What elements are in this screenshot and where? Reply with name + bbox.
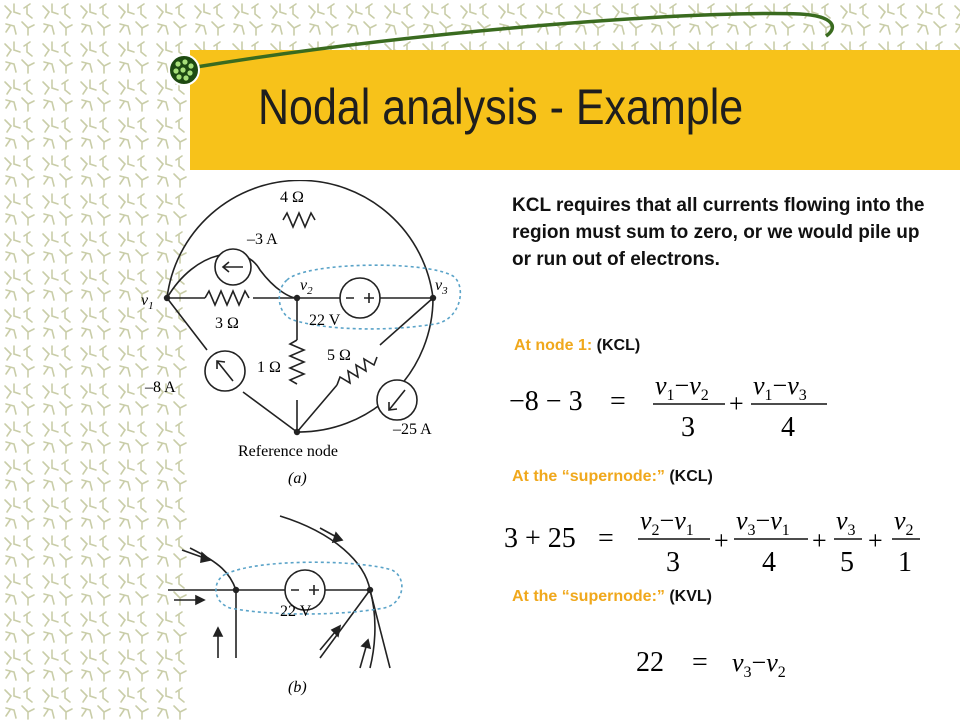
label-v1: $v_1$ (141, 292, 154, 312)
label-src-left: –8 A (145, 379, 176, 396)
eq3-rhs: $v_3-v_2$ (732, 648, 786, 681)
eq1-den2: 4 (781, 412, 795, 443)
label-reference-node: Reference node (238, 443, 338, 460)
eq1-equals: = (610, 386, 626, 417)
current-source-3A (215, 249, 251, 285)
caption-b: (b) (288, 679, 307, 696)
equation-node1 (505, 360, 845, 450)
label-r-mid: 3 Ω (215, 315, 239, 332)
eq2-plus-3: + (868, 526, 883, 555)
eq2-lhs: 3 + 25 (504, 523, 576, 554)
resistor-4ohm (283, 213, 315, 227)
wire-upper-left (190, 548, 236, 590)
voltage-source-22V (340, 278, 380, 318)
slide-title: Nodal analysis - Example (258, 79, 744, 135)
current-source-8A (205, 351, 245, 391)
label-v2: $v_2$ (300, 277, 313, 297)
eq1-plus: + (729, 389, 744, 418)
eq1-num1: $v_1-v_2$ (655, 371, 709, 404)
eq2-num2: $v_3-v_1$ (736, 506, 790, 539)
current-arrows (174, 528, 370, 668)
current-source-25A (377, 380, 417, 420)
eq2-den1: 3 (666, 547, 680, 578)
label-supernode-kcl: At the “supernode:” (KCL) (512, 468, 713, 485)
label-v3: $v_3$ (435, 277, 448, 297)
label-r-1: 1 Ω (257, 359, 281, 376)
eq1-lhs: −8 − 3 (509, 386, 583, 417)
eq2-den4: 1 (898, 547, 912, 578)
eq2-den2: 4 (762, 547, 776, 578)
equation-supernode-kvl (630, 635, 850, 685)
caption-a: (a) (288, 470, 307, 487)
kcl-explanation: KCL requires that all currents flowing into the region must sum to zero, or we would pile up or run out of electrons. (512, 195, 925, 270)
eq1-den1: 3 (681, 412, 695, 443)
equation-supernode-kcl (500, 495, 940, 585)
eq3-equals: = (692, 647, 708, 678)
node-v1 (164, 295, 170, 301)
circuit-diagram-a (135, 180, 485, 490)
node-right-b (367, 587, 373, 593)
label-vs-b: 22 V (280, 603, 312, 620)
circuit-diagram-b (160, 508, 420, 698)
wire-lower-left (320, 590, 370, 658)
eq2-plus-1: + (714, 526, 729, 555)
eq2-den3: 5 (840, 547, 854, 578)
eq1-num2: $v_1-v_3$ (753, 371, 807, 404)
label-r-5: 5 Ω (327, 347, 351, 364)
node-left-b (233, 587, 239, 593)
label-node1: At node 1: (KCL) (514, 337, 641, 354)
eq2-equals: = (598, 523, 614, 554)
node-reference (294, 429, 300, 435)
label-src-top: –3 A (247, 231, 278, 248)
resistor-3ohm (205, 291, 249, 305)
eq3-lhs: 22 (636, 647, 664, 678)
eq2-num3: $v_3$ (836, 506, 856, 539)
node-v3 (430, 295, 436, 301)
eq2-num1: $v_2-v_1$ (640, 506, 694, 539)
label-vs: 22 V (309, 312, 341, 329)
resistor-1ohm (290, 340, 304, 384)
label-supernode-kvl: At the “supernode:” (KVL) (512, 588, 712, 605)
eq2-num4: $v_2$ (894, 506, 914, 539)
label-src-right: –25 A (393, 421, 432, 438)
node-v2 (294, 295, 300, 301)
label-r-top: 4 Ω (280, 189, 304, 206)
eq2-plus-2: + (812, 526, 827, 555)
decorative-pattern-top (190, 0, 960, 50)
